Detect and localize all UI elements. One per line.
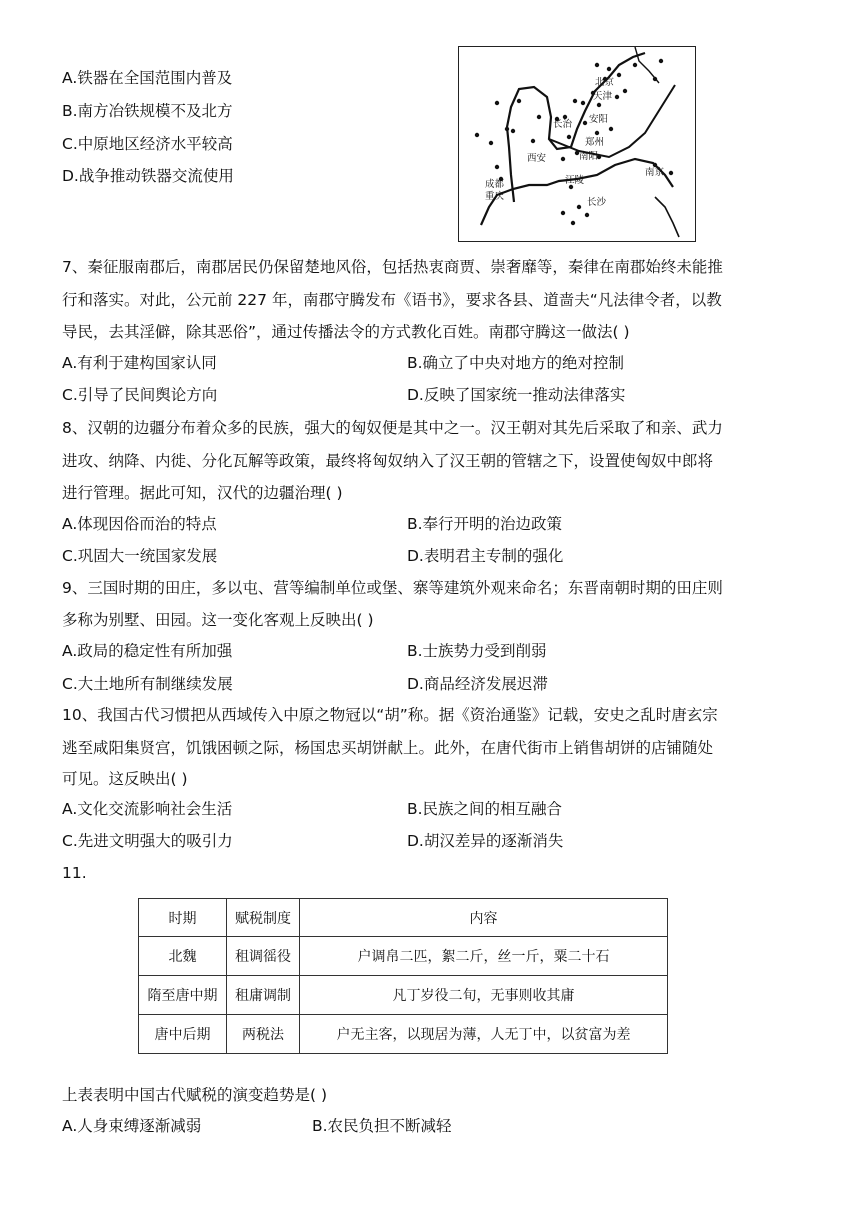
q6-option-b: B.南方冶铁规模不及北方 <box>62 102 233 120</box>
q7-option-c: C.引导了民间舆论方向 <box>62 386 218 404</box>
q8-stem-line-1: 8、汉朝的边疆分布着众多的民族，强大的匈奴便是其中之一。汉王朝对其先后采取了和亲、武力 <box>62 419 723 437</box>
coast-line <box>655 197 679 237</box>
q6-option-a: A.铁器在全国范围内普及 <box>62 69 233 87</box>
table-cell-period: 北魏 <box>139 937 227 976</box>
map-label-beijing: 北京 <box>595 77 615 88</box>
q7-stem-line-2: 行和落实。对此，公元前 227 年，南郡守腾发布《语书》，要求各县、道啬夫“凡法律令者，以教 <box>62 291 722 309</box>
tax-system-table <box>138 898 668 1054</box>
q11-option-b: B.农民负担不断减轻 <box>312 1117 452 1135</box>
table-header-content: 内容 <box>300 899 668 937</box>
map-label-nanyang: 南阳 <box>579 151 599 162</box>
q6-option-c: C.中原地区经济水平较高 <box>62 135 233 153</box>
map-label-changzhi: 长治 <box>553 119 573 130</box>
q8-option-b: B.奉行开明的治边政策 <box>407 515 563 533</box>
q8-option-d: D.表明君主专制的强化 <box>407 547 564 565</box>
q10-option-d: D.胡汉差异的逐渐消失 <box>407 832 564 850</box>
map-label-changsha: 长沙 <box>587 197 607 208</box>
table-cell-system: 两税法 <box>227 1015 300 1054</box>
iron-distribution-map <box>458 46 696 242</box>
q10-stem-line-2: 逃至咸阳集贤宫，饥饿困顿之际，杨国忠买胡饼献上。此外，在唐代街市上销售胡饼的店铺随处 <box>62 739 714 757</box>
q9-option-a: A.政局的稳定性有所加强 <box>62 642 233 660</box>
q8-stem-line-3: 进行管理。据此可知，汉代的边疆治理( ) <box>62 484 343 502</box>
table-header-period: 时期 <box>139 899 227 937</box>
map-label-xian: 西安 <box>527 153 547 164</box>
table-cell-period: 隋至唐中期 <box>139 976 227 1015</box>
table-cell-period: 唐中后期 <box>139 1015 227 1054</box>
table-header-row <box>139 899 668 937</box>
map-label-chengdu: 成都 <box>485 179 505 190</box>
table-row <box>139 1015 668 1054</box>
q9-stem-line-2: 多称为别墅、田园。这一变化客观上反映出( ) <box>62 611 374 629</box>
q9-option-c: C.大土地所有制继续发展 <box>62 675 233 693</box>
q8-stem-line-2: 进攻、纳降、内徙、分化瓦解等政策，最终将匈奴纳入了汉王朝的管辖之下，设置使匈奴中郎将 <box>62 452 714 470</box>
table-cell-content: 凡丁岁役二旬，无事则收其庸 <box>300 976 668 1015</box>
q7-stem-line-3: 导民，去其淫僻，除其恶俗”，通过传播法令的方式教化百姓。南郡守腾这一做法( ) <box>62 323 630 341</box>
map-label-zhengzhou: 郑州 <box>585 137 605 148</box>
q11-stem: 上表表明中国古代赋税的演变趋势是( ) <box>62 1086 328 1104</box>
table-cell-system: 租庸调制 <box>227 976 300 1015</box>
map-label-anyang: 安阳 <box>589 114 609 125</box>
table-header-system: 赋税制度 <box>227 899 300 937</box>
map-label-chongqing: 重庆 <box>485 191 505 202</box>
map-drawing <box>459 47 695 241</box>
table-cell-system: 租调徭役 <box>227 937 300 976</box>
q10-option-b: B.民族之间的相互融合 <box>407 800 563 818</box>
q7-option-d: D.反映了国家统一推动法律落实 <box>407 386 626 404</box>
table-row <box>139 976 668 1015</box>
q7-stem-line-1: 7、秦征服南郡后，南郡居民仍保留楚地风俗，包括热衷商贾、崇奢靡等，秦律在南郡始终未能推 <box>62 258 723 276</box>
q9-stem-line-1: 9、三国时期的田庄，多以屯、营等编制单位或堡、寨等建筑外观来命名；东晋南朝时期的田庄则 <box>62 579 723 597</box>
map-label-nanjing: 南京 <box>645 167 665 178</box>
table-row <box>139 937 668 976</box>
table-cell-content: 户无主客，以现居为薄，人无丁中，以贫富为差 <box>300 1015 668 1054</box>
q10-option-c: C.先进文明强大的吸引力 <box>62 832 233 850</box>
q11-option-a: A.人身束缚逐渐减弱 <box>62 1117 202 1135</box>
q10-stem-line-1: 10、我国古代习惯把从西域传入中原之物冠以“胡”称。据《资治通鉴》记载，安史之乱时唐玄宗 <box>62 706 718 724</box>
q9-option-d: D.商品经济发展迟滞 <box>407 675 548 693</box>
q11-number: 11. <box>62 864 87 882</box>
q9-option-b: B.士族势力受到削弱 <box>407 642 547 660</box>
q10-stem-line-3: 可见。这反映出( ) <box>62 770 188 788</box>
table-cell-content: 户调帛二匹，絮二斤，丝一斤，粟二十石 <box>300 937 668 976</box>
map-label-jiangling: 江陵 <box>565 175 585 186</box>
q8-option-c: C.巩固大一统国家发展 <box>62 547 218 565</box>
q7-option-a: A.有利于建构国家认同 <box>62 354 217 372</box>
iron-site-dots <box>475 59 673 225</box>
q10-option-a: A.文化交流影响社会生活 <box>62 800 233 818</box>
map-label-tianjin: 天津 <box>593 91 613 102</box>
q7-option-b: B.确立了中央对地方的绝对控制 <box>407 354 625 372</box>
q8-option-a: A.体现因俗而治的特点 <box>62 515 217 533</box>
q6-option-d: D.战争推动铁器交流使用 <box>62 167 234 185</box>
